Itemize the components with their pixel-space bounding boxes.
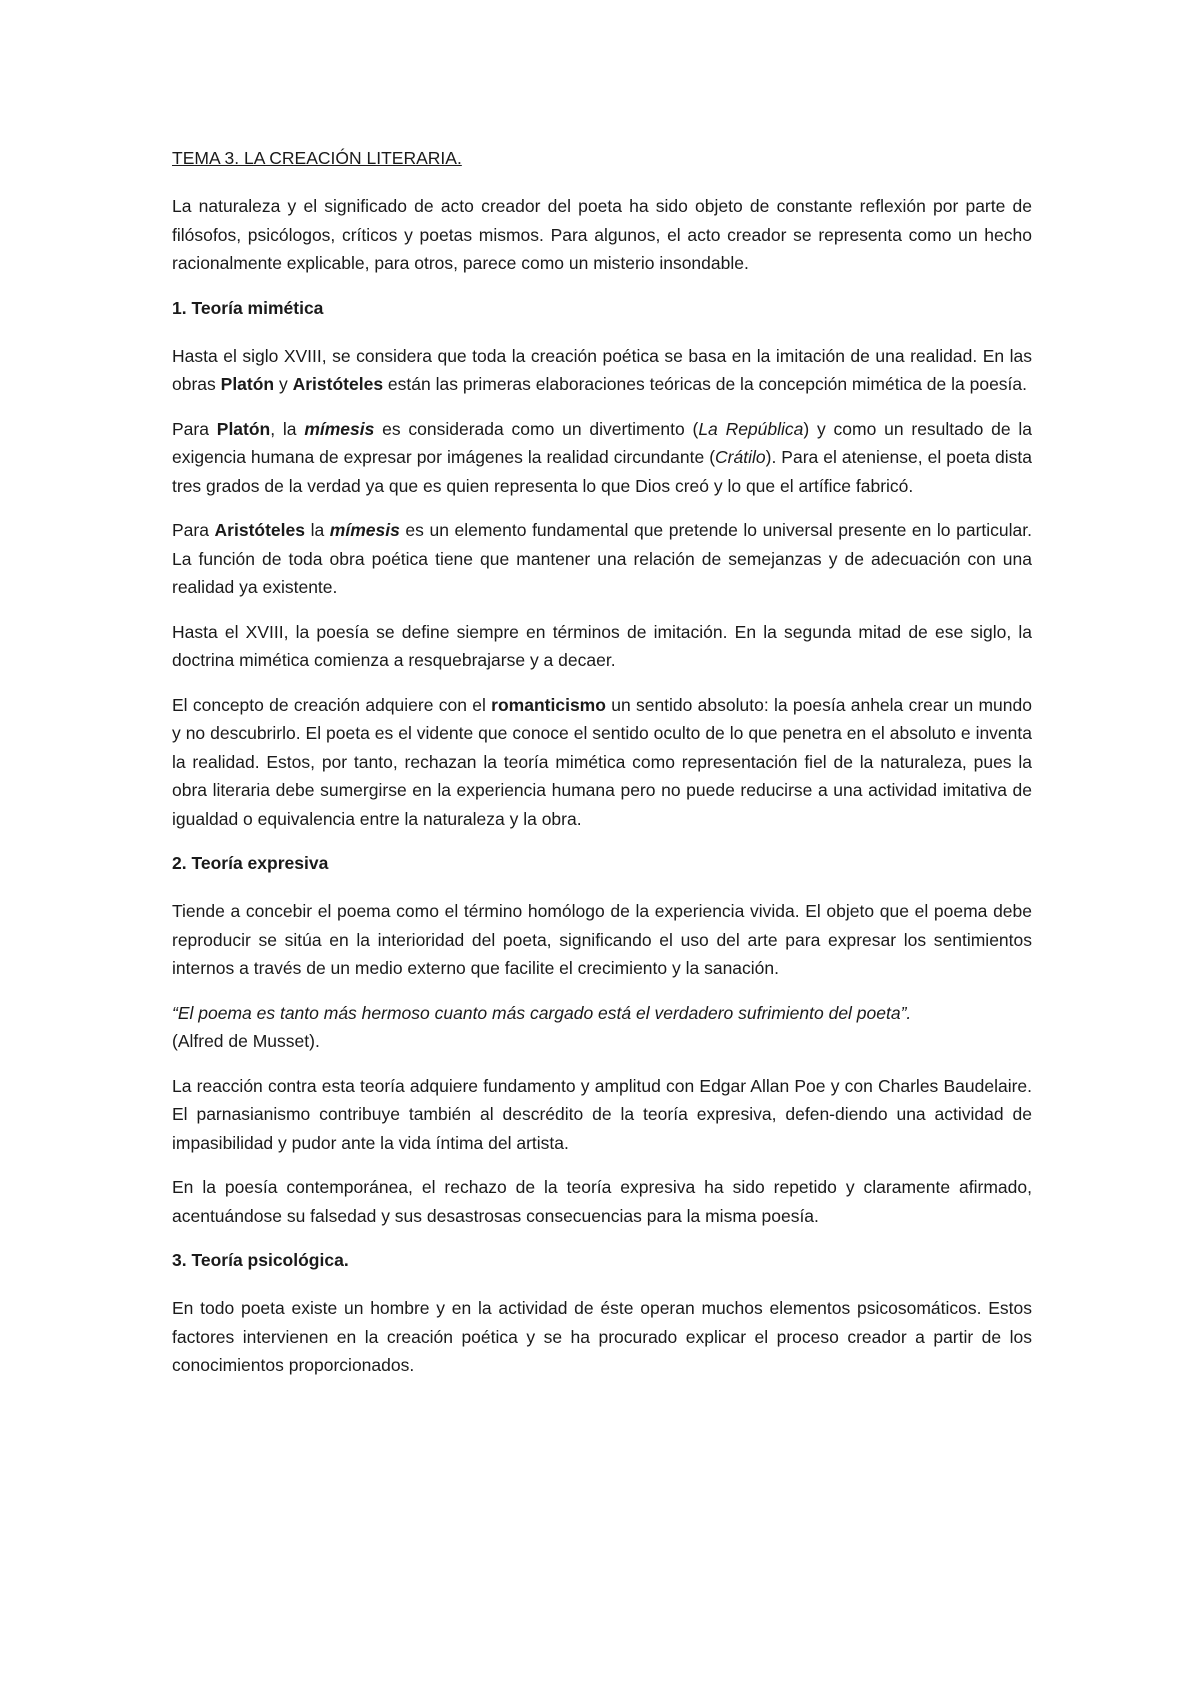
quote-author: (Alfred de Musset).	[172, 1031, 320, 1051]
section-2-paragraph-2: La reacción contra esta teoría adquiere fundamento y amplitud con Edgar Allan Poe y con Charles Baudelaire. El parnasianismo contribuye también al descrédito de la teoría expresiva, defen-diendo una actividad de impasibilidad y pudor ante la vida íntima del artista.	[172, 1075, 1032, 1153]
section-3-paragraph-1: En todo poeta existe un hombre y en la actividad de éste operan muchos elementos psicosomáticos. Estos factores intervienen en la creación poética y se ha procurado explicar el proceso creador a partir de los conocimientos proporcionados.	[172, 1298, 1032, 1375]
aristoteles-name: Aristóteles	[292, 374, 384, 394]
page-title: TEMA 3. LA CREACIÓN LITERARIA.	[172, 148, 462, 168]
work-title-cratilo: Crátilo	[715, 447, 766, 467]
section-1-paragraph-3: Para Aristóteles la mímesis es un elemento fundamental que pretende lo universal presente en lo particular. La función de toda obra poética tiene que mantener una relación de semejanzas y de adecuación con una realidad ya existente.	[172, 520, 1032, 597]
platon-name: Platón	[216, 418, 271, 439]
musset-quote: “El poema es tanto más hermoso cuanto más cargado está el verdadero sufrimiento del poeta”.	[172, 1002, 912, 1023]
document-page	[172, 144, 1032, 1396]
section-3-heading: 3. Teoría psicológica.	[172, 1250, 349, 1270]
section-1-paragraph-5: El concepto de creación adquiere con el romanticismo un sentido absoluto: la poesía anhela crear un mundo y no descubrirlo. El poeta es el vidente que conoce el sentido oculto de lo que penetra en el absoluto e inventa la realidad. Estos, por tanto, rechazan la teoría mimética como representación fiel de la naturaleza, pues la obra literaria debe sumergirse en la experiencia humana pero no puede reducirse a una actividad imitativa de igualdad o equivalencia entre la naturaleza y la obra.	[172, 694, 1032, 829]
intro-paragraph: La naturaleza y el significado de acto creador del poeta ha sido objeto de constante reflexión por parte de filósofos, psicólogos, críticos y poetas mismos. Para algunos, el acto creador se representa como un hecho racionalmente explicable, para otros, parece como un misterio insondable.	[172, 196, 1032, 273]
work-title-republica: La República	[698, 418, 804, 439]
section-1-paragraph-4: Hasta el XVIII, la poesía se define siempre en términos de imitación. En la segunda mitad de ese siglo, la doctrina mimética comienza a resquebrajarse y a decaer.	[172, 621, 1032, 670]
mimesis-term: mímesis	[329, 520, 400, 540]
mimesis-term: mímesis	[304, 418, 375, 439]
section-1-paragraph-2: Para Platón, la mímesis es considerada como un divertimento (La República) y como un resultado de la exigencia humana de expresar por imágenes la realidad circundante (Crátilo). Para el ateniense, el poeta dista tres grados de la verdad ya que es quien representa lo que Dios creó y lo que el artífice fabricó.	[172, 418, 1033, 496]
quote-block	[172, 999, 1032, 1056]
aristoteles-name: Aristóteles	[214, 520, 305, 540]
section-2-heading: 2. Teoría expresiva	[172, 853, 329, 873]
platon-name: Platón	[220, 374, 275, 394]
section-2-paragraph-3: En la poesía contemporánea, el rechazo de la teoría expresiva ha sido repetido y claramente afirmado, acentuándose su falsedad y sus desastrosas consecuencias para la misma poesía.	[172, 1177, 1032, 1226]
section-1-heading: 1. Teoría mimética	[172, 297, 324, 318]
section-1-paragraph-1: Hasta el siglo XVIII, se considera que toda la creación poética se basa en la imitación de una realidad. En las obras Platón y Aristóteles están las primeras elaboraciones teóricas de la concepción mimética de la poesía.	[172, 345, 1032, 394]
romanticismo-term: romanticismo	[491, 694, 606, 715]
section-2-paragraph-1: Tiende a concebir el poema como el término homólogo de la experiencia vivida. El objeto que el poema debe reproducir se sitúa en la interioridad del poeta, significando el uso del arte para expresar los sentimientos internos a través de un medio externo que facilite el crecimiento y la sanación.	[172, 901, 1032, 978]
